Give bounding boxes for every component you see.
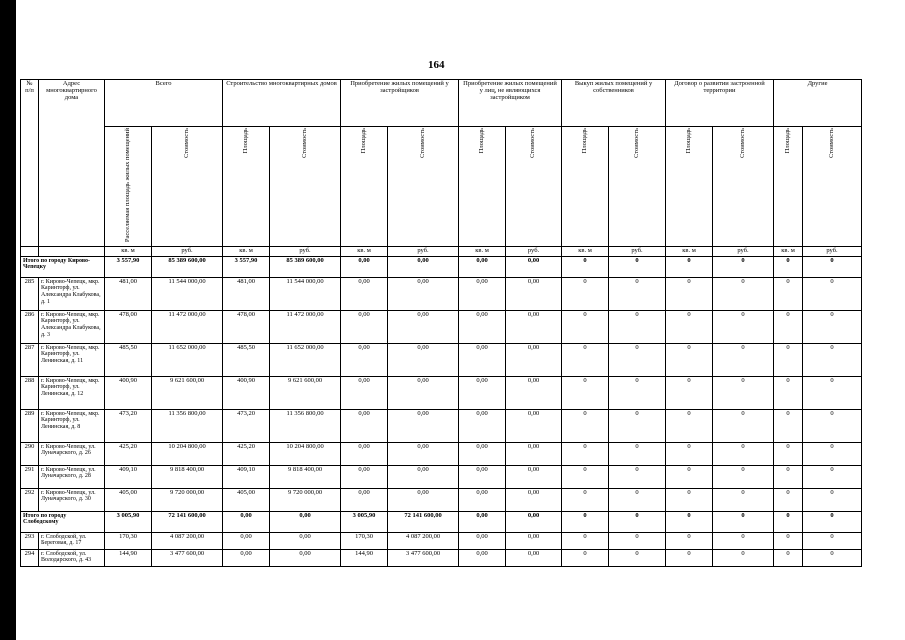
row-number: 285 <box>21 277 39 310</box>
value-cell: 9 818 400,00 <box>270 465 341 488</box>
value-cell: 473,20 <box>223 409 270 442</box>
value-cell: 11 652 000,00 <box>152 343 223 376</box>
value-cell: 0,00 <box>388 376 459 409</box>
table-row <box>21 376 862 409</box>
value-cell: 170,30 <box>341 532 388 549</box>
value-cell: 0 <box>609 310 666 343</box>
row-number: 293 <box>21 532 39 549</box>
value-cell: 10 204 800,00 <box>152 442 223 465</box>
value-cell: 0 <box>803 549 862 566</box>
header-group-total: Всего <box>105 80 223 127</box>
unit-cell: руб. <box>388 246 459 256</box>
value-cell: 0,00 <box>341 442 388 465</box>
value-cell: 0 <box>666 343 713 376</box>
header-group-buyout: Выкуп жилых помещений у собственников <box>562 80 666 127</box>
value-cell: 0,00 <box>506 442 562 465</box>
value-cell: 11 544 000,00 <box>270 277 341 310</box>
value-cell: 0 <box>562 465 609 488</box>
sub-header-label: Площадь <box>359 128 367 154</box>
row-address: г. Кирово-Чепецк, мкр. Каринторф, ул. Александра Клабукова, д. 3 <box>39 310 105 343</box>
value-cell: 9 720 000,00 <box>152 488 223 511</box>
value-cell: 9 621 600,00 <box>270 376 341 409</box>
value-cell: 0,00 <box>506 256 562 277</box>
value-cell: 9 720 000,00 <box>270 488 341 511</box>
value-cell: 425,20 <box>223 442 270 465</box>
unit-cell: руб. <box>152 246 223 256</box>
value-cell: 0,00 <box>506 409 562 442</box>
value-cell: 0,00 <box>459 442 506 465</box>
value-cell: 485,50 <box>105 343 152 376</box>
value-cell: 170,30 <box>105 532 152 549</box>
value-cell: 3 477 600,00 <box>388 549 459 566</box>
value-cell: 0 <box>774 549 803 566</box>
value-cell: 0,00 <box>223 549 270 566</box>
value-cell: 0 <box>562 409 609 442</box>
table-body <box>21 256 862 566</box>
value-cell: 0,00 <box>341 376 388 409</box>
value-cell: 0 <box>713 310 774 343</box>
value-cell: 0 <box>562 310 609 343</box>
value-cell: 10 204 800,00 <box>270 442 341 465</box>
sub-header-cell <box>803 127 862 247</box>
value-cell: 0 <box>803 409 862 442</box>
row-address: г. Кирово-Чепецк, мкр. Каринторф, ул. Ленинская, д. 8 <box>39 409 105 442</box>
table-row <box>21 549 862 566</box>
value-cell: 400,90 <box>105 376 152 409</box>
unit-cell: руб. <box>803 246 862 256</box>
value-cell: 3 477 600,00 <box>152 549 223 566</box>
value-cell: 0 <box>609 376 666 409</box>
value-cell: 0,00 <box>506 532 562 549</box>
sub-header-cell <box>152 127 223 247</box>
sub-header-cell <box>270 127 341 247</box>
subtotal-row <box>21 256 862 277</box>
value-cell: 0 <box>713 532 774 549</box>
sub-header-cell <box>562 127 609 247</box>
value-cell: 0 <box>803 310 862 343</box>
table-row <box>21 343 862 376</box>
value-cell: 0,00 <box>459 465 506 488</box>
value-cell: 0 <box>713 442 774 465</box>
housing-resettlement-table <box>20 79 862 567</box>
value-cell: 0,00 <box>459 343 506 376</box>
units-row <box>21 246 862 256</box>
value-cell: 473,20 <box>105 409 152 442</box>
value-cell: 0 <box>609 488 666 511</box>
sub-header-cell <box>341 127 388 247</box>
units-blank <box>39 246 105 256</box>
value-cell: 0 <box>774 376 803 409</box>
value-cell: 0 <box>609 343 666 376</box>
value-cell: 11 544 000,00 <box>152 277 223 310</box>
value-cell: 4 087 200,00 <box>388 532 459 549</box>
scan-border <box>0 0 16 640</box>
unit-cell: кв. м <box>223 246 270 256</box>
value-cell: 0,00 <box>506 376 562 409</box>
sub-header-label: Стоимость <box>182 128 190 158</box>
value-cell: 0 <box>562 343 609 376</box>
row-address: г. Слободской, ул. Береговая, д. 17 <box>39 532 105 549</box>
sub-header-label: Расселяемая площадь жилых помещений <box>123 128 131 243</box>
value-cell: 0 <box>774 277 803 310</box>
value-cell: 0 <box>666 310 713 343</box>
row-number: 294 <box>21 549 39 566</box>
value-cell: 3 557,90 <box>105 256 152 277</box>
value-cell: 0,00 <box>341 310 388 343</box>
value-cell: 0 <box>609 549 666 566</box>
value-cell: 0 <box>713 376 774 409</box>
sub-header-cell <box>105 127 152 247</box>
value-cell: 0 <box>666 511 713 532</box>
value-cell: 0,00 <box>459 488 506 511</box>
sub-header-cell <box>388 127 459 247</box>
value-cell: 0,00 <box>341 465 388 488</box>
value-cell: 0 <box>562 549 609 566</box>
row-address: г. Слободской, ул. Володарского, д. 43 <box>39 549 105 566</box>
unit-cell: руб. <box>270 246 341 256</box>
row-address: г. Кирово-Чепецк, ул. Луначарского, д. 28 <box>39 465 105 488</box>
value-cell: 0 <box>609 532 666 549</box>
value-cell: 0 <box>774 343 803 376</box>
value-cell: 0,00 <box>341 343 388 376</box>
value-cell: 0 <box>609 511 666 532</box>
value-cell: 0 <box>562 442 609 465</box>
value-cell: 0,00 <box>341 256 388 277</box>
value-cell: 0 <box>774 488 803 511</box>
value-cell: 0,00 <box>459 549 506 566</box>
value-cell: 0 <box>713 465 774 488</box>
value-cell: 0,00 <box>459 532 506 549</box>
row-number: 292 <box>21 488 39 511</box>
row-address: г. Кирово-Чепецк, ул. Луначарского, д. 30 <box>39 488 105 511</box>
unit-cell: руб. <box>713 246 774 256</box>
value-cell: 0 <box>666 465 713 488</box>
value-cell: 3 557,90 <box>223 256 270 277</box>
header-group-construction: Строительство многоквартирных домов <box>223 80 341 127</box>
value-cell: 0,00 <box>506 277 562 310</box>
value-cell: 0 <box>609 409 666 442</box>
unit-cell: кв. м <box>562 246 609 256</box>
value-cell: 0,00 <box>388 277 459 310</box>
sub-header-label: Площадь <box>783 128 791 154</box>
value-cell: 405,00 <box>223 488 270 511</box>
value-cell: 0 <box>609 465 666 488</box>
value-cell: 0,00 <box>459 409 506 442</box>
unit-cell: кв. м <box>459 246 506 256</box>
sub-header-row <box>21 127 862 247</box>
group-header-row <box>21 80 862 127</box>
value-cell: 11 356 800,00 <box>270 409 341 442</box>
value-cell: 0 <box>666 488 713 511</box>
value-cell: 4 087 200,00 <box>152 532 223 549</box>
value-cell: 0 <box>774 442 803 465</box>
value-cell: 3 005,90 <box>341 511 388 532</box>
table-row <box>21 532 862 549</box>
value-cell: 0,00 <box>223 511 270 532</box>
value-cell: 0 <box>562 488 609 511</box>
subtotal-label: Итого по городу Кирово-Чепецку <box>21 256 105 277</box>
value-cell: 3 005,90 <box>105 511 152 532</box>
sub-header-label: Стоимость <box>632 128 640 158</box>
header-group-other: Другие <box>774 80 862 127</box>
units-blank <box>21 246 39 256</box>
value-cell: 0 <box>803 277 862 310</box>
table-row <box>21 442 862 465</box>
value-cell: 0,00 <box>388 465 459 488</box>
value-cell: 0,00 <box>459 256 506 277</box>
sub-header-label: Стоимость <box>738 128 746 158</box>
page-number: 164 <box>428 59 445 71</box>
value-cell: 0 <box>562 532 609 549</box>
sub-header-cell <box>609 127 666 247</box>
value-cell: 0 <box>713 409 774 442</box>
value-cell: 0,00 <box>506 511 562 532</box>
value-cell: 481,00 <box>105 277 152 310</box>
sub-header-label: Площадь <box>580 128 588 154</box>
value-cell: 0,00 <box>270 511 341 532</box>
value-cell: 0 <box>666 277 713 310</box>
value-cell: 0,00 <box>506 343 562 376</box>
row-number: 288 <box>21 376 39 409</box>
value-cell: 0,00 <box>388 343 459 376</box>
sub-header-cell <box>506 127 562 247</box>
value-cell: 0,00 <box>223 532 270 549</box>
unit-cell: руб. <box>506 246 562 256</box>
value-cell: 0,00 <box>341 277 388 310</box>
value-cell: 485,50 <box>223 343 270 376</box>
value-cell: 0,00 <box>388 488 459 511</box>
sub-header-label: Стоимость <box>827 128 835 158</box>
value-cell: 0 <box>713 511 774 532</box>
unit-cell: кв. м <box>341 246 388 256</box>
value-cell: 0,00 <box>459 277 506 310</box>
value-cell: 0 <box>713 277 774 310</box>
value-cell: 0,00 <box>388 256 459 277</box>
value-cell: 144,90 <box>105 549 152 566</box>
value-cell: 0,00 <box>459 511 506 532</box>
value-cell: 0,00 <box>506 310 562 343</box>
value-cell: 0 <box>666 409 713 442</box>
value-cell: 400,90 <box>223 376 270 409</box>
header-group-non-developer-purchase: Приобретение жилых помещений у лиц, не являющихся застройщиком <box>459 80 562 127</box>
value-cell: 0 <box>774 532 803 549</box>
value-cell: 72 141 600,00 <box>152 511 223 532</box>
value-cell: 0,00 <box>459 376 506 409</box>
row-address: г. Кирово-Чепецк, мкр. Каринторф, ул. Ленинская, д. 12 <box>39 376 105 409</box>
value-cell: 0 <box>803 256 862 277</box>
value-cell: 0 <box>774 310 803 343</box>
subtotal-label: Итого по городу Слободскому <box>21 511 105 532</box>
value-cell: 0 <box>609 256 666 277</box>
unit-cell: руб. <box>609 246 666 256</box>
value-cell: 0 <box>803 376 862 409</box>
value-cell: 0 <box>609 442 666 465</box>
sub-header-label: Площадь <box>684 128 692 154</box>
sub-header-label: Площадь <box>477 128 485 154</box>
value-cell: 0,00 <box>459 310 506 343</box>
value-cell: 0 <box>803 442 862 465</box>
value-cell: 72 141 600,00 <box>388 511 459 532</box>
value-cell: 0,00 <box>270 549 341 566</box>
value-cell: 0 <box>774 511 803 532</box>
value-cell: 0 <box>666 532 713 549</box>
header-group-developer-purchase: Приобретение жилых помещений у застройщиков <box>341 80 459 127</box>
sub-header-cell <box>713 127 774 247</box>
value-cell: 0,00 <box>506 488 562 511</box>
value-cell: 85 389 600,00 <box>270 256 341 277</box>
sub-header-cell <box>666 127 713 247</box>
sub-header-label: Стоимость <box>300 128 308 158</box>
value-cell: 11 652 000,00 <box>270 343 341 376</box>
value-cell: 0,00 <box>388 310 459 343</box>
row-address: г. Кирово-Чепецк, ул. Луначарского, д. 26 <box>39 442 105 465</box>
value-cell: 0 <box>713 343 774 376</box>
value-cell: 0,00 <box>388 442 459 465</box>
value-cell: 11 472 000,00 <box>270 310 341 343</box>
value-cell: 0 <box>609 277 666 310</box>
value-cell: 0,00 <box>506 549 562 566</box>
sub-header-label: Стоимость <box>529 128 537 158</box>
value-cell: 0 <box>803 488 862 511</box>
subtotal-row <box>21 511 862 532</box>
value-cell: 478,00 <box>105 310 152 343</box>
sub-header-cell <box>459 127 506 247</box>
value-cell: 0 <box>666 549 713 566</box>
value-cell: 9 818 400,00 <box>152 465 223 488</box>
value-cell: 409,10 <box>223 465 270 488</box>
sub-header-cell <box>223 127 270 247</box>
value-cell: 0 <box>666 376 713 409</box>
value-cell: 409,10 <box>105 465 152 488</box>
value-cell: 0 <box>666 256 713 277</box>
value-cell: 481,00 <box>223 277 270 310</box>
unit-cell: кв. м <box>105 246 152 256</box>
value-cell: 0,00 <box>270 532 341 549</box>
header-group-development-contract: Договор о развитии застроенной территории <box>666 80 774 127</box>
value-cell: 0 <box>774 409 803 442</box>
value-cell: 0 <box>803 532 862 549</box>
row-address: г. Кирово-Чепецк, мкр. Каринторф, ул. Александра Клабукова, д. 1 <box>39 277 105 310</box>
table-row <box>21 277 862 310</box>
unit-cell: кв. м <box>666 246 713 256</box>
value-cell: 9 621 600,00 <box>152 376 223 409</box>
row-address: г. Кирово-Чепецк, мкр. Каринторф, ул. Ленинская, д. 11 <box>39 343 105 376</box>
value-cell: 0 <box>774 256 803 277</box>
value-cell: 0 <box>803 465 862 488</box>
value-cell: 425,20 <box>105 442 152 465</box>
value-cell: 478,00 <box>223 310 270 343</box>
value-cell: 405,00 <box>105 488 152 511</box>
value-cell: 0,00 <box>388 409 459 442</box>
value-cell: 0 <box>562 256 609 277</box>
value-cell: 0 <box>713 256 774 277</box>
value-cell: 0,00 <box>506 465 562 488</box>
value-cell: 11 472 000,00 <box>152 310 223 343</box>
value-cell: 0 <box>562 277 609 310</box>
value-cell: 0 <box>562 376 609 409</box>
table-row <box>21 310 862 343</box>
value-cell: 85 389 600,00 <box>152 256 223 277</box>
value-cell: 0 <box>562 511 609 532</box>
row-number: 291 <box>21 465 39 488</box>
sub-header-cell <box>774 127 803 247</box>
value-cell: 0,00 <box>341 488 388 511</box>
sub-header-label: Площадь <box>241 128 249 154</box>
table-row <box>21 488 862 511</box>
value-cell: 0 <box>713 549 774 566</box>
table-row <box>21 465 862 488</box>
header-num: № п/п <box>21 80 39 247</box>
value-cell: 0,00 <box>341 409 388 442</box>
value-cell: 144,90 <box>341 549 388 566</box>
value-cell: 11 356 800,00 <box>152 409 223 442</box>
row-number: 290 <box>21 442 39 465</box>
value-cell: 0 <box>666 442 713 465</box>
sub-header-label: Стоимость <box>418 128 426 158</box>
row-number: 289 <box>21 409 39 442</box>
header-address: Адрес многоквартирного дома <box>39 80 105 247</box>
value-cell: 0 <box>713 488 774 511</box>
row-number: 286 <box>21 310 39 343</box>
table-row <box>21 409 862 442</box>
value-cell: 0 <box>803 343 862 376</box>
row-number: 287 <box>21 343 39 376</box>
unit-cell: кв. м <box>774 246 803 256</box>
value-cell: 0 <box>774 465 803 488</box>
value-cell: 0 <box>803 511 862 532</box>
